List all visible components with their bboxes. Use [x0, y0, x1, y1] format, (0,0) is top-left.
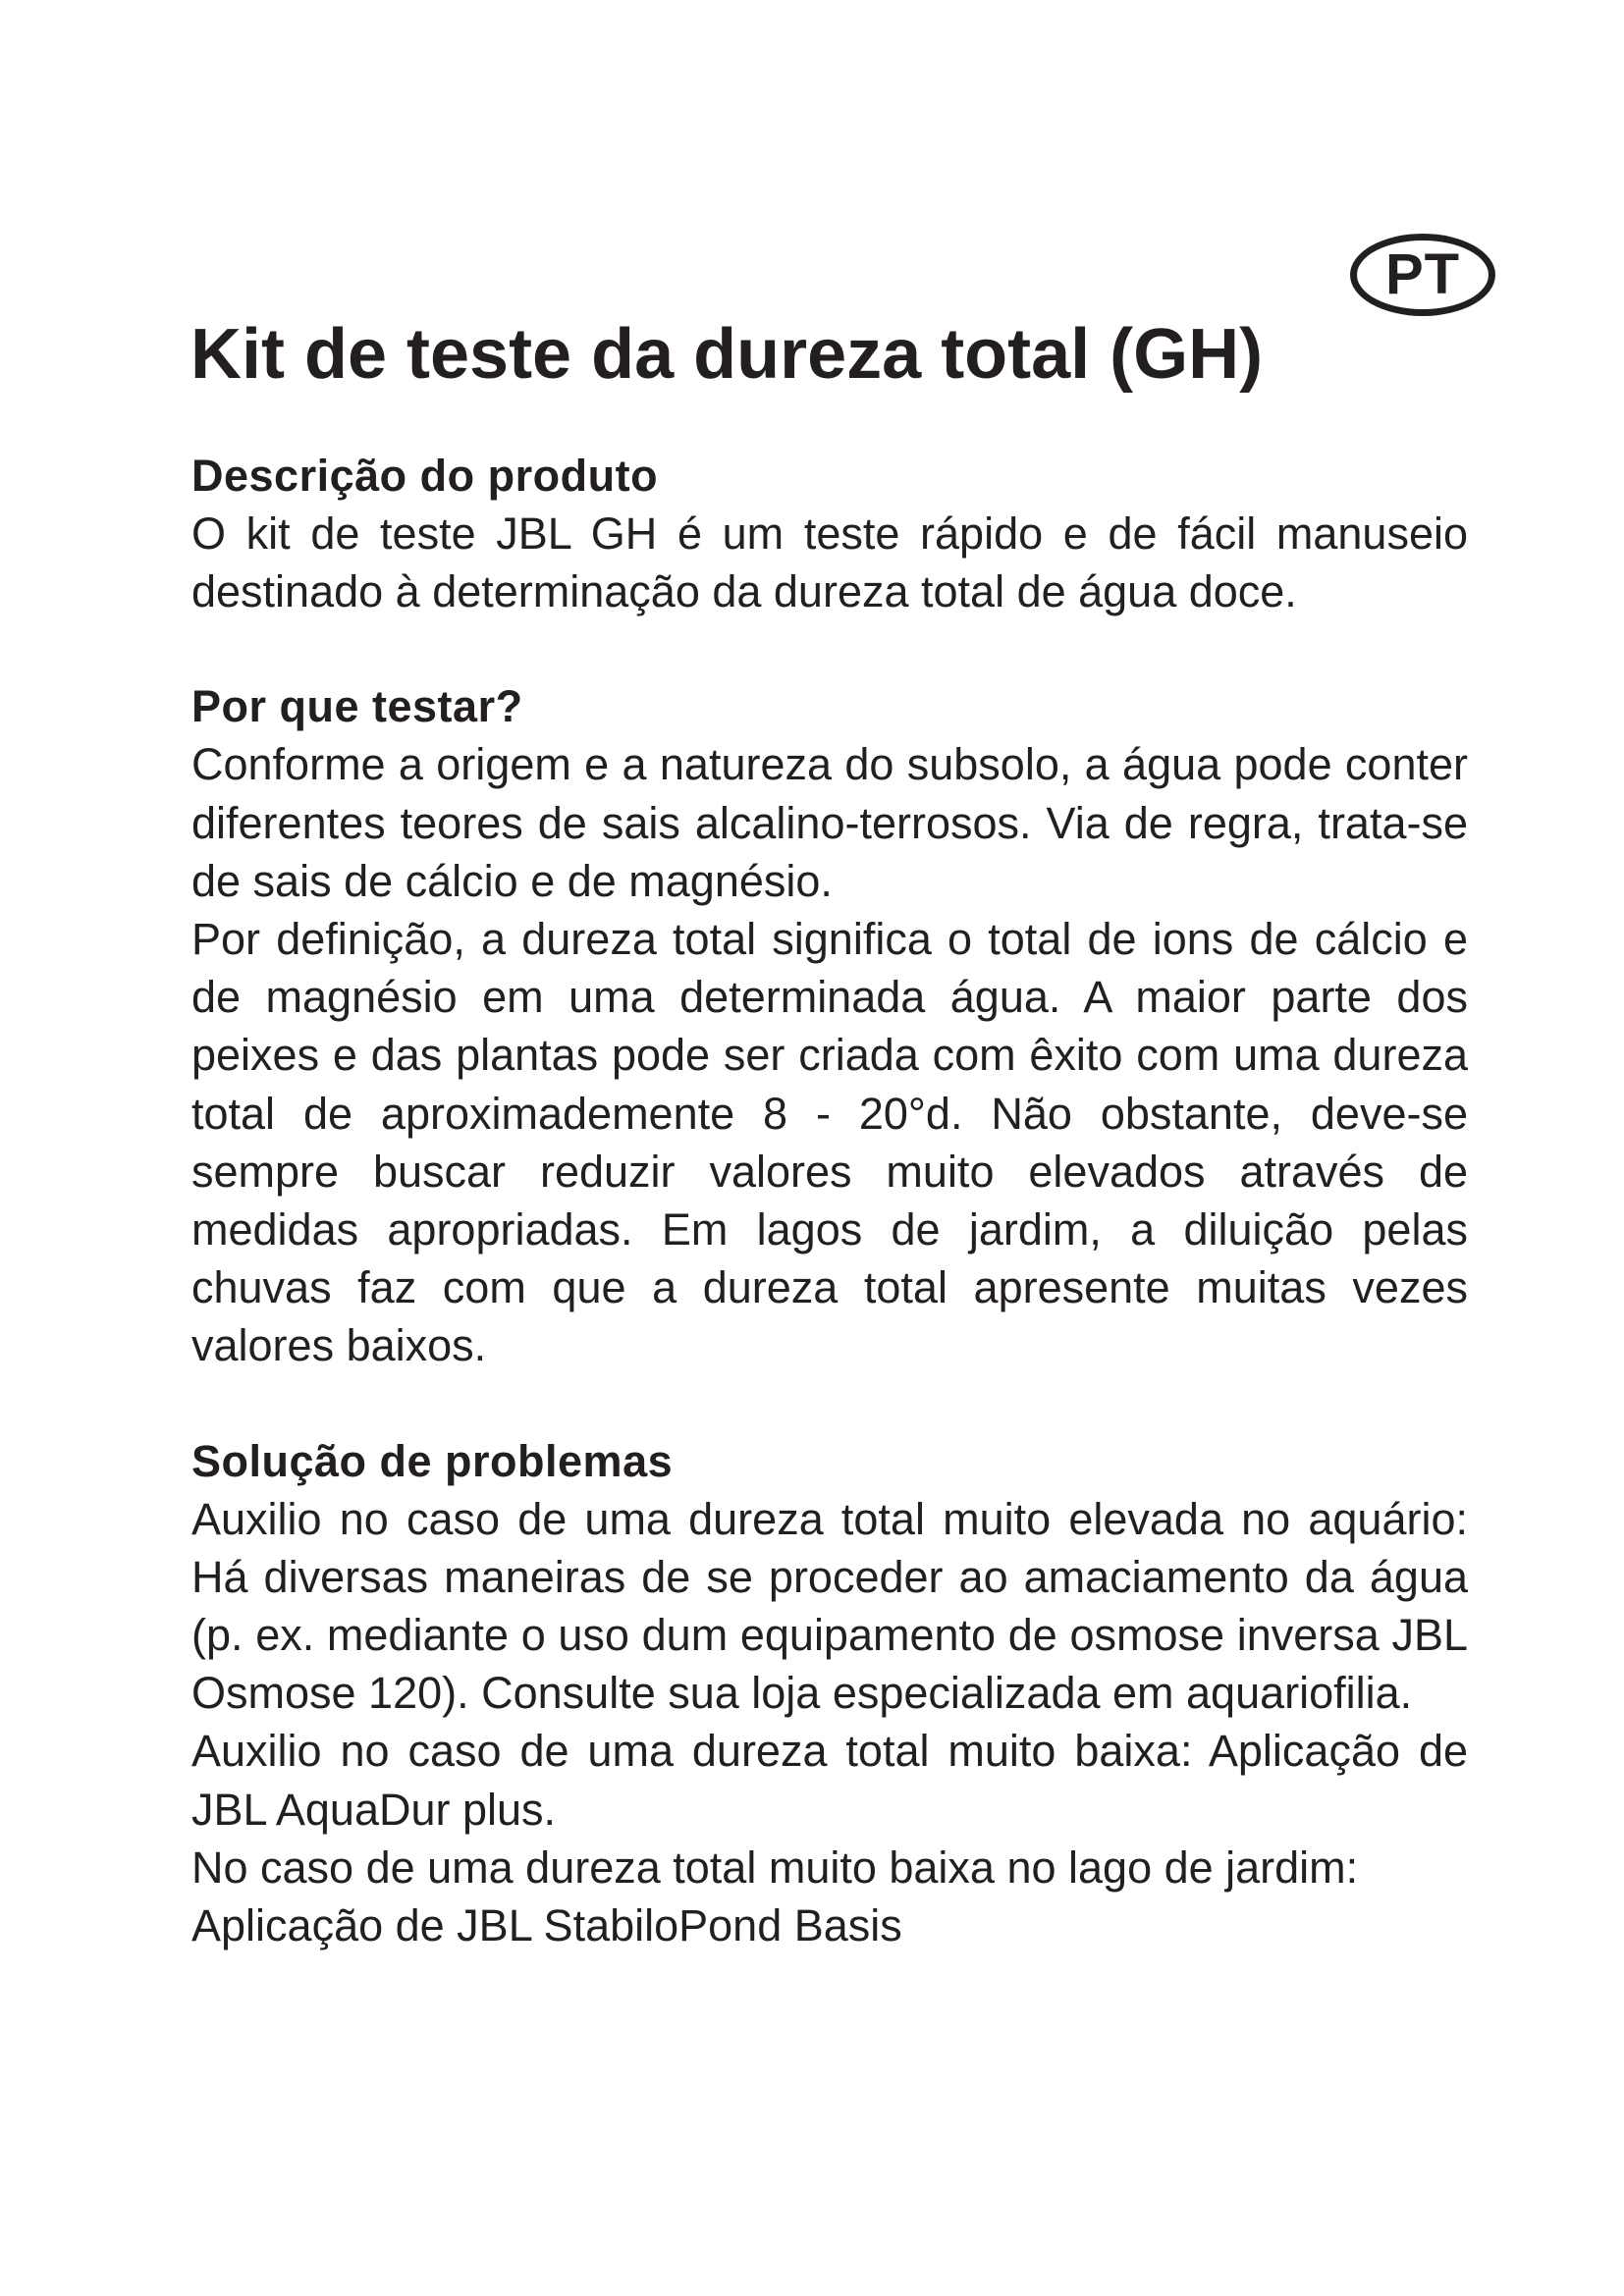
section-heading: Por que testar?: [191, 681, 523, 732]
page-title: Kit de teste da dureza total (GH): [190, 315, 1264, 394]
section-why-test: [191, 677, 1468, 1374]
section-troubleshooting: [191, 1432, 1468, 1955]
paragraph: Conforme a origem e a natureza do subsolo, a água pode conter diferentes teores de sais alcalino-terrosos. Via de regra, trata-se de sais de cálcio e de magnésio.: [191, 739, 1468, 906]
paragraph: Auxilio no caso de uma dureza total muito baixa: Aplicação de JBL AquaDur plus.: [191, 1726, 1468, 1835]
paragraph: O kit de teste JBL GH é um teste rápido e de fácil manuseio destinado à determinação da dureza total de água doce.: [191, 508, 1468, 617]
paragraph: Por definição, a dureza total significa o total de ions de cálcio e de magnésio em uma determinada água. A maior parte dos peixes e das plantas pode ser criada com êxito com uma dureza total de aproximademente 8 - 20°d. Não obstante, deve-se sempre buscar reduzir valores muito elevados através de medidas apropriadas. Em lagos de jardim, a diluição pelas chuvas faz com que a dureza total apresente muitas vezes valores baixos.: [191, 914, 1468, 1371]
section-product-description: [191, 447, 1468, 620]
document-body: [191, 447, 1468, 2011]
paragraph: No caso de uma dureza total muito baixa no lago de jardim: Aplicação de JBL StabiloPond Basis: [191, 1842, 1359, 1951]
section-heading: Solução de problemas: [191, 1435, 674, 1486]
section-heading: Descrição do produto: [191, 451, 659, 501]
paragraph: Auxilio no caso de uma dureza total muito elevada no aquário: Há diversas maneiras de se proceder ao amaciamento da água (p. ex. mediante o uso dum equipamento de osmose inversa JBL Osmose 120). Consulte sua loja especializada em aquariofilia.: [191, 1493, 1468, 1719]
language-badge: PT: [1350, 234, 1495, 316]
